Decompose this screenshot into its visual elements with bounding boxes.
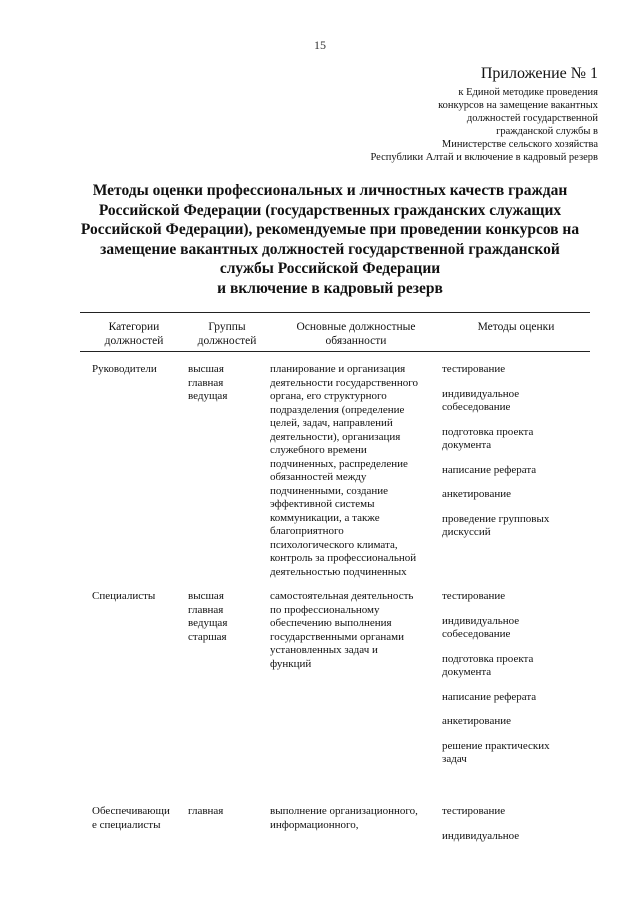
- cell-text: е специалисты: [92, 818, 161, 831]
- cell-text: индивидуальное: [442, 829, 520, 842]
- header-duties: [266, 320, 442, 348]
- appendix-line: гражданской службы в: [496, 126, 598, 137]
- row-methods: [442, 805, 590, 854]
- cell-text: целей, задач, направлений: [270, 417, 393, 429]
- cell-text: собеседование: [442, 401, 511, 413]
- row-category: [80, 805, 180, 832]
- cell-text: благоприятного: [270, 525, 344, 537]
- header-text: Группы: [208, 321, 246, 333]
- cell-text: написание реферата: [442, 463, 537, 476]
- method-item: [442, 388, 590, 415]
- row-groups: [180, 805, 266, 819]
- cell-text: тестирование: [442, 805, 506, 817]
- header-groups: [180, 320, 266, 348]
- cell-text: индивидуальное: [442, 387, 520, 400]
- row-duties: [266, 590, 442, 671]
- cell-text: государственными органами: [270, 630, 405, 643]
- table-header-rule: [80, 351, 590, 352]
- cell-text: собеседование: [442, 628, 511, 640]
- cell-text: главная: [188, 805, 224, 817]
- row-groups: [180, 363, 266, 404]
- cell-text: подчиненными, создание: [270, 484, 389, 497]
- method-item: [442, 805, 590, 819]
- title-line: службы Российской Федерации: [219, 260, 441, 277]
- header-text: Категории: [108, 321, 160, 333]
- title-line: Российской Федерации), рекомендуемые при проведении конкурсов на: [80, 221, 580, 238]
- cell-text: индивидуальное: [442, 614, 520, 627]
- header-text: должностей: [104, 335, 164, 347]
- cell-text: подготовка проекта: [442, 425, 534, 438]
- method-item: [442, 590, 590, 604]
- header-methods: [442, 320, 590, 334]
- title-line: и включение в кадровый резерв: [217, 279, 443, 297]
- cell-text: тестирование: [442, 590, 506, 602]
- method-item: [442, 653, 590, 680]
- cell-text: решение практических: [442, 739, 550, 752]
- appendix-line: к Единой методике проведения: [458, 87, 598, 98]
- table-row: [80, 805, 590, 865]
- method-item: [442, 363, 590, 377]
- cell-text: высшая: [188, 590, 224, 602]
- row-category: [80, 590, 180, 604]
- method-item: [442, 464, 590, 478]
- cell-text: проведение групповых: [442, 512, 550, 525]
- cell-text: подразделения (определение: [270, 403, 405, 416]
- methods-table: [80, 312, 590, 865]
- header-text: Методы оценки: [477, 321, 555, 333]
- cell-text: деятельностью подчиненных: [270, 565, 407, 578]
- cell-text: психологического климата,: [270, 538, 398, 551]
- row-methods: [442, 590, 590, 778]
- cell-text: обеспечению выполнения: [270, 617, 392, 629]
- row-groups: [180, 590, 266, 644]
- table-header-row: [80, 313, 590, 351]
- table-row: [80, 590, 590, 805]
- cell-text: старшая: [188, 630, 227, 643]
- cell-text: служебного времени: [270, 444, 367, 456]
- cell-text: Обеспечивающи: [92, 805, 170, 817]
- cell-text: установленных задач и: [270, 644, 378, 656]
- cell-text: написание реферата: [442, 690, 537, 703]
- cell-text: высшая: [188, 363, 224, 375]
- cell-text: ведущая: [188, 617, 228, 629]
- method-item: [442, 615, 590, 642]
- table-row: [80, 363, 590, 590]
- appendix-line: Республики Алтай и включение в кадровый резерв: [370, 152, 598, 163]
- method-item: [442, 715, 590, 729]
- header-text: должностей: [197, 335, 257, 347]
- cell-text: задач: [442, 753, 467, 765]
- cell-text: деятельности), организация: [270, 430, 401, 443]
- cell-text: тестирование: [442, 363, 506, 375]
- cell-text: Специалисты: [92, 590, 156, 602]
- method-item: [442, 513, 590, 540]
- cell-text: выполнение организационного,: [270, 805, 418, 817]
- title-line: замещение вакантных должностей государственной гражданской: [100, 240, 560, 258]
- method-item: [442, 426, 590, 453]
- cell-text: органа, его структурного: [270, 390, 387, 402]
- cell-text: планирование и организация: [270, 363, 406, 375]
- cell-text: деятельности государственного: [270, 376, 418, 389]
- cell-text: подготовка проекта: [442, 652, 534, 665]
- appendix-line: Министерстве сельского хозяйства: [441, 139, 598, 150]
- cell-text: дискуссий: [442, 526, 491, 538]
- appendix-title: Приложение № 1: [480, 65, 598, 82]
- cell-text: функций: [270, 657, 312, 670]
- cell-text: обязанностей между: [270, 471, 367, 483]
- cell-text: анкетирование: [442, 488, 512, 500]
- header-text: Основные должностные: [296, 321, 416, 333]
- cell-text: по профессиональному: [270, 603, 380, 616]
- cell-text: документа: [442, 666, 492, 678]
- cell-text: документа: [442, 439, 492, 451]
- cell-text: Руководители: [92, 363, 157, 375]
- row-methods: [442, 363, 590, 551]
- title-line: Методы оценки профессиональных и личностных качеств граждан: [92, 182, 568, 199]
- document-title: [80, 181, 580, 298]
- method-item: [442, 740, 590, 767]
- cell-text: самостоятельная деятельность: [270, 590, 414, 602]
- cell-text: подчиненных, распределение: [270, 457, 408, 470]
- cell-text: эффективной системы: [270, 498, 375, 510]
- cell-text: главная: [188, 603, 224, 616]
- header-category: [80, 320, 180, 348]
- method-item: [442, 691, 590, 705]
- cell-text: анкетирование: [442, 715, 512, 727]
- title-line: Российской Федерации (государственных гражданских служащих: [98, 201, 562, 219]
- appendix-header: [298, 64, 598, 164]
- method-item: [442, 830, 590, 844]
- method-item: [442, 488, 590, 502]
- cell-text: информационного,: [270, 818, 359, 831]
- page-number: 15: [314, 38, 326, 52]
- row-duties: [266, 363, 442, 579]
- header-text: обязанности: [325, 335, 387, 347]
- appendix-line: конкурсов на замещение вакантных: [438, 100, 598, 111]
- row-category: [80, 363, 180, 377]
- cell-text: ведущая: [188, 390, 228, 402]
- cell-text: контроль за профессиональной: [270, 552, 417, 564]
- appendix-line: должностей государственной: [466, 113, 598, 124]
- cell-text: коммуникации, а также: [270, 511, 380, 524]
- cell-text: главная: [188, 376, 224, 389]
- row-duties: [266, 805, 442, 832]
